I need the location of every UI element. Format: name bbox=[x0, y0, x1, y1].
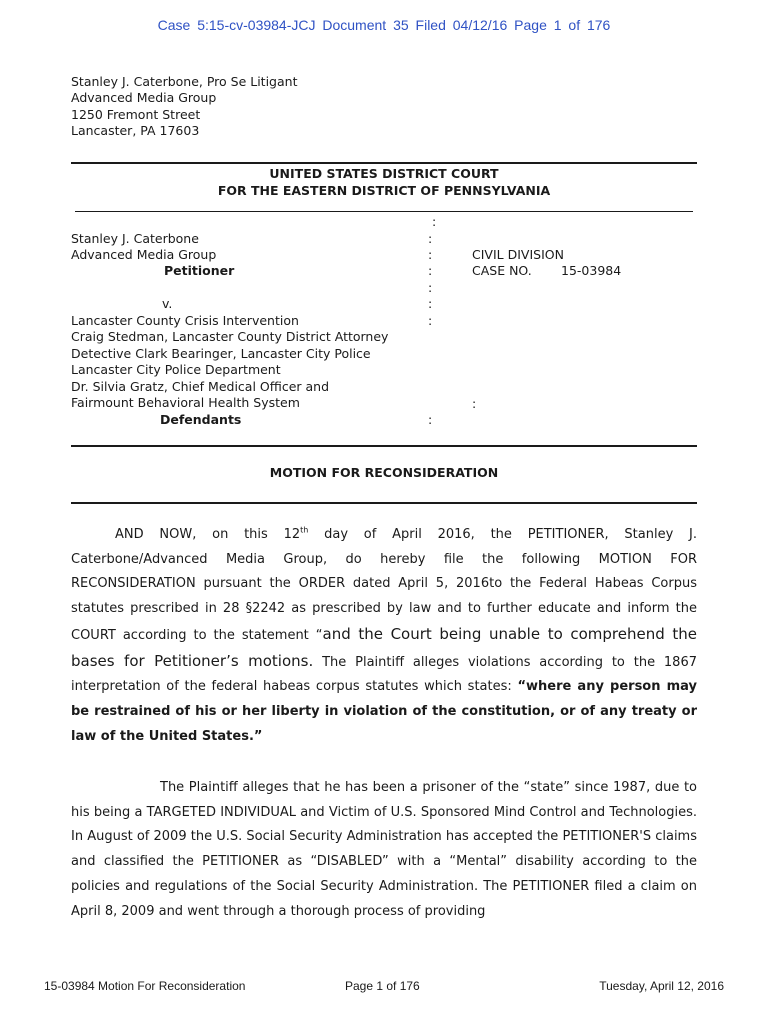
body-paragraph-1 bbox=[71, 523, 697, 749]
caption-colon: : bbox=[428, 313, 433, 328]
divider-rule bbox=[71, 445, 697, 447]
caption-colon: : bbox=[428, 247, 433, 262]
address-line: Advanced Media Group bbox=[71, 90, 217, 106]
footer-date: Tuesday, April 12, 2016 bbox=[599, 979, 724, 993]
para1-text-a: AND NOW, on this 12 bbox=[115, 527, 301, 542]
defendant-line: Lancaster County Crisis Intervention bbox=[71, 313, 299, 328]
petitioner-company: Advanced Media Group bbox=[71, 247, 217, 262]
address-line: Lancaster, PA 17603 bbox=[71, 123, 200, 139]
address-line: Stanley J. Caterbone, Pro Se Litigant bbox=[71, 74, 298, 89]
divider-rule bbox=[71, 502, 697, 504]
footer-document-title: 15-03984 Motion For Reconsideration bbox=[44, 979, 246, 993]
caption-colon: : bbox=[428, 412, 433, 427]
defendant-line: Craig Stedman, Lancaster County District Attorney bbox=[71, 329, 389, 344]
para1-quote: and the Court being unable to comprehend the bases for Petitioner’s motions. bbox=[71, 624, 697, 670]
para1-bold-quote: “where any person may be restrained of his or her liberty in violation of the constitution, or of any treaty or law of the United States.” bbox=[71, 679, 697, 744]
caption-colon: : bbox=[432, 214, 437, 229]
divider-rule bbox=[71, 162, 697, 164]
para1-text-c: The Plaintiff alleges violations according to the 1867 interpretation of the federal habeas corpus statutes which states: bbox=[71, 654, 697, 695]
case-number-label: CASE NO. bbox=[472, 263, 532, 278]
caption-colon: : bbox=[428, 263, 433, 278]
defendant-line: Lancaster City Police Department bbox=[71, 362, 281, 377]
petitioner-label: Petitioner bbox=[164, 263, 235, 278]
ordinal-suffix: th bbox=[300, 525, 309, 535]
motion-title: MOTION FOR RECONSIDERATION bbox=[269, 465, 499, 480]
defendant-line: Dr. Silvia Gratz, Chief Medical Officer and bbox=[71, 379, 330, 394]
footer-page-number: Page 1 of 176 bbox=[345, 979, 420, 993]
address-line: 1250 Fremont Street bbox=[71, 106, 201, 122]
para1-text-b: day of April 2016, the PETITIONER, Stanley J. Caterbone/Advanced Media Group, do hereby file the following MOTION FOR RECONSIDERATION pursuant the ORDER dated April 5, 2016to the Federal Habeas Corpus statutes prescribed in 28 §2242 as prescribed by law and to further educate and inform the COURT according to the statement “ bbox=[71, 527, 697, 643]
versus-label: v. bbox=[162, 296, 173, 311]
litigant-address-block bbox=[71, 74, 297, 140]
para2-text: The Plaintiff alleges that he has been a prisoner of the “state” since 1987, due to his being a TARGETED INDIVIDUAL and Victim of U.S. Sponsored Mind Control and Technologies. In August of 2009 the U.S. Social Security Administration has accepted the PETITIONER'S claims and classified the PETITIONER as “DISABLED” with a “Mental” disability according to the policies and regulations of the Social Security Administration. The PETITIONER filed a claim on April 8, 2009 and went through a thorough process of providing bbox=[71, 780, 697, 919]
court-heading bbox=[71, 166, 697, 199]
defendant-line: Detective Clark Bearinger, Lancaster City Police bbox=[71, 346, 371, 361]
court-district: FOR THE EASTERN DISTRICT OF PENNSYLVANIA bbox=[217, 182, 551, 198]
body-paragraph-2 bbox=[71, 776, 697, 924]
case-number: 15-03984 bbox=[561, 263, 622, 278]
defendant-line: Fairmount Behavioral Health System bbox=[71, 395, 300, 410]
defendants-label: Defendants bbox=[160, 412, 242, 427]
caption-colon: : bbox=[428, 280, 433, 295]
court-name: UNITED STATES DISTRICT COURT bbox=[269, 166, 499, 181]
divider-rule bbox=[75, 211, 693, 212]
caption-colon: : bbox=[472, 396, 477, 411]
caption-colon: : bbox=[428, 231, 433, 246]
civil-division-label: CIVIL DIVISION bbox=[472, 247, 564, 262]
petitioner-name: Stanley J. Caterbone bbox=[71, 231, 199, 246]
caption-colon: : bbox=[428, 296, 433, 311]
case-header-stamp: Case 5:15-cv-03984-JCJ Document 35 Filed 04/12/16 Page 1 of 176 bbox=[157, 17, 611, 33]
